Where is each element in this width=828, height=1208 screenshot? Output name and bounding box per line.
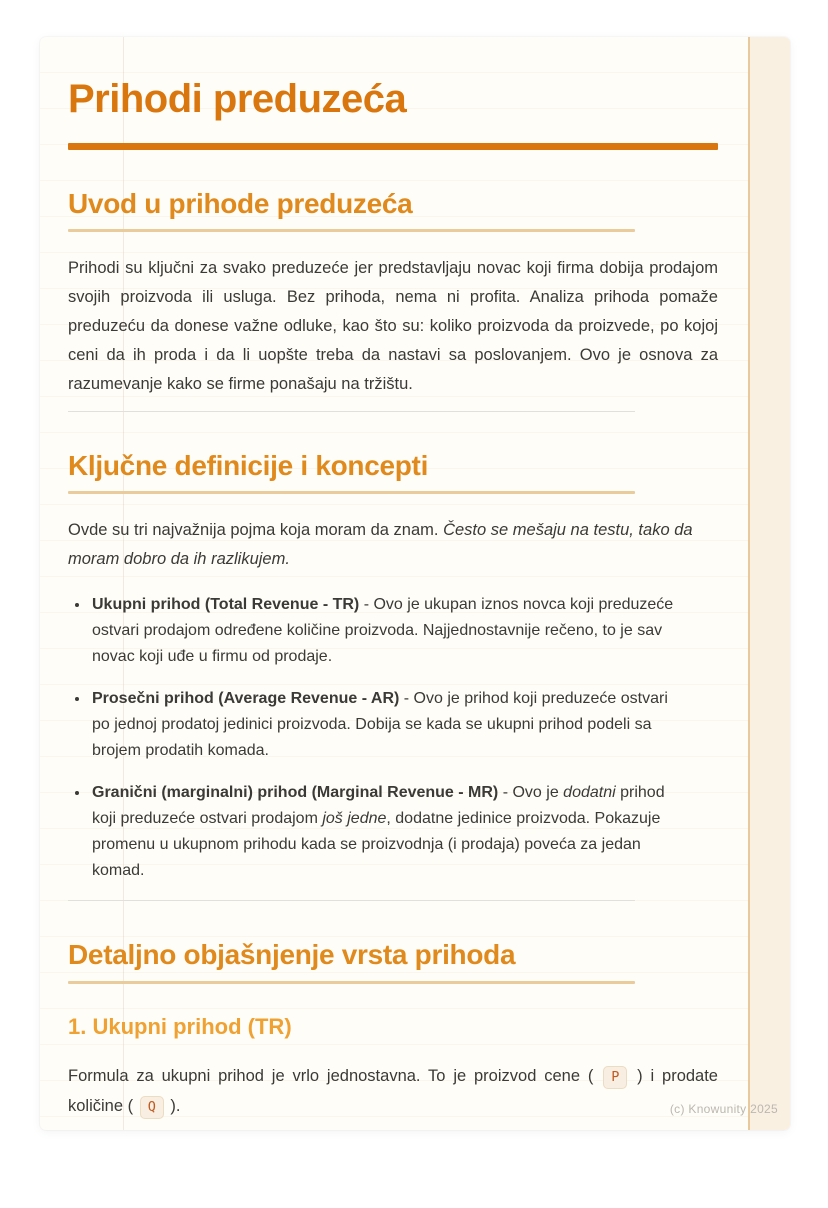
- section-definicije: [68, 450, 718, 884]
- document-page: [40, 37, 790, 1130]
- section-heading-rule: [68, 229, 635, 232]
- text-segment: ) i prodate količine (: [68, 1066, 718, 1115]
- section-heading-definicije: Ključne definicije i koncepti: [68, 450, 429, 482]
- text-segment-code: P: [603, 1066, 627, 1089]
- text-segment: ).: [165, 1096, 181, 1115]
- page-content: [40, 37, 790, 1122]
- section-heading-rule: [68, 491, 635, 494]
- section-divider: [68, 900, 635, 901]
- text-segment-bold: Prosečni prihod (Average Revenue - AR): [92, 690, 400, 708]
- section-heading-rule: [68, 981, 635, 984]
- subsection-heading-tr: 1. Ukupni prihod (TR): [68, 1013, 292, 1039]
- list-item: [90, 780, 676, 884]
- section-heading-detaljno: Detaljno objašnjenje vrsta prihoda: [68, 939, 516, 971]
- title-rule: [68, 143, 718, 150]
- list-item: [90, 592, 676, 670]
- text-segment-italic: dodatni: [563, 784, 616, 802]
- text-segment-code: Q: [140, 1096, 164, 1119]
- text-segment-italic: još jedne: [322, 810, 387, 828]
- text-segment: , dodatne jedinice proizvoda. Pokazuje promenu u ukupnom prihodu kada se proizvodnja (i prodaja) poveća za jedan komad.: [92, 810, 661, 880]
- text-segment: Formula za ukupni prihod je vrlo jednostavna. To je proizvod cene (: [68, 1066, 602, 1085]
- section-detaljno: [68, 939, 718, 1122]
- section-heading-uvod: Uvod u prihode preduzeća: [68, 188, 413, 219]
- copyright-note: (c) Knowunity 2025: [669, 1102, 778, 1116]
- text-segment: - Ovo je ukupan iznos novca koji preduzeće ostvari prodajom određene količine proizvoda. Najjednostavnije rečeno, to je sav novac koji uđe u firmu od prodaje.: [92, 596, 674, 666]
- text-segment: Prihodi su ključni za svako preduzeće jer predstavljaju novac koji firma dobija prodajom svojih proizvoda ili usluga. Bez prihoda, nema ni profita. Analiza prihoda pomaže preduzeću da donese važne odluke, kao što su: koliko proizvoda da proizvede, po kojoj ceni da ih proda i da li uopšte treba da nastavi sa poslovanjem. Ovo je osnova za razumevanje kako se firme ponašaju na tržištu.: [68, 259, 718, 394]
- definitions-list: [68, 592, 718, 884]
- intro-paragraph: [68, 254, 718, 399]
- page-title: Prihodi preduzeća: [68, 77, 407, 121]
- text-segment: Ovde su tri najvažnija pojma koja moram da znam.: [68, 521, 444, 540]
- definitions-intro: [68, 516, 718, 574]
- text-segment-bold: Granični (marginalni) prihod (Marginal Revenue - MR): [92, 784, 499, 802]
- text-segment-bold: Ukupni prihod (Total Revenue - TR): [92, 596, 360, 614]
- text-segment-italic: Često se mešaju na testu, tako da moram dobro da ih razlikujem.: [68, 521, 693, 569]
- text-segment: - Ovo je prihod koji preduzeće ostvari po jednoj prodatoj jedinici proizvoda. Dobija se kada se ukupni prihod podeli sa brojem prodatih komada.: [92, 690, 668, 760]
- section-divider: [68, 411, 635, 412]
- formula-paragraph: [68, 1062, 718, 1122]
- section-uvod: [68, 188, 718, 399]
- text-segment: prihod koji preduzeće ostvari prodajom: [92, 784, 665, 828]
- text-segment: - Ovo je: [498, 784, 564, 802]
- list-item: [90, 686, 676, 764]
